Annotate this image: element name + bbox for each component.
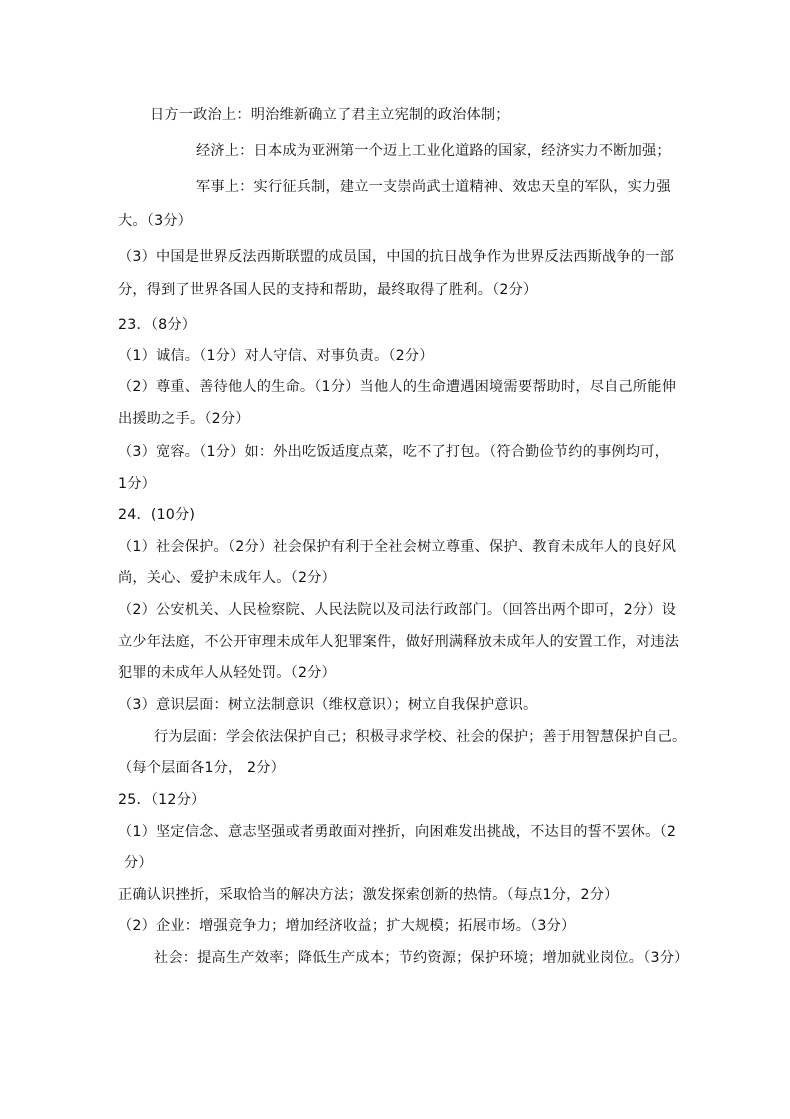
text-line: （3）宽容。（1分）如：外出吃饭适度点菜，吃不了打包。（符合勤俭节约的事例均可， <box>118 444 669 460</box>
text-line: 经济上：日本成为亚洲第一个迈上工业化道路的国家，经济实力不断加强； <box>196 143 671 159</box>
text-line: 出援助之手。（2分） <box>118 411 250 427</box>
text-line: （3）意识层面：树立法制意识（维权意识）；树立自我保护意识。 <box>118 697 538 713</box>
text-line: 大。（3分） <box>118 213 193 229</box>
question-number: 24．(10分) <box>118 507 196 523</box>
text-line: 立少年法庭，不公开审理未成年人犯罪案件，做好刑满释放未成年人的安置工作，对违法 <box>118 634 680 650</box>
text-line: 军事上：实行征兵制，建立一支崇尚武士道精神、效忠天皇的军队，实力强 <box>196 179 671 195</box>
question-number: 23．（8分） <box>118 317 197 333</box>
text-line: （2）企业：增强竞争力；增加经济收益；扩大规模；拓展市场。（3分） <box>118 918 576 934</box>
text-line: 犯罪的未成年人从轻处罚。（2分） <box>118 665 336 681</box>
text-line: （1）坚定信念、意志坚强或者勇敢面对挫折，向困难发出挑战，不达目的誓不罢休。（2 <box>118 824 677 840</box>
text-line: （每个层面各1分， 2分） <box>118 760 286 776</box>
question-number: 25．（12分） <box>118 792 206 808</box>
text-line: （3）中国是世界反法西斯联盟的成员国，中国的抗日战争作为世界反法西斯战争的一部 <box>118 249 674 265</box>
text-line: （2）公安机关、人民检察院、人民法院以及司法行政部门。（回答出两个即可，2分）设 <box>118 602 677 618</box>
text-line: 分，得到了世界各国人民的支持和帮助，最终取得了胜利。（2分） <box>118 282 538 298</box>
text-line: 正确认识挫折，采取恰当的解决方法；激发探索创新的热情。（每点1分，2分） <box>118 887 619 903</box>
text-line: 1分） <box>118 476 157 492</box>
text-line: 社会：提高生产效率；降低生产成本；节约资源；保护环境；增加就业岗位。（3分） <box>154 950 689 966</box>
text-line: 分） <box>124 855 153 871</box>
text-line: 行为层面：学会依法保护自己；积极寻求学校、社会的保护；善于用智慧保护自己。 <box>154 729 687 745</box>
text-line: 尚，关心、爱护未成年人。（2分） <box>118 570 336 586</box>
text-line: （1）社会保护。（2分）社会保护有利于全社会树立尊重、保护、教育未成年人的良好风 <box>118 539 677 555</box>
text-line: （1）诚信。（1分）对人守信、对事负责。（2分） <box>118 348 434 364</box>
text-line: （2）尊重、善待他人的生命。（1分）当他人的生命遭遇困境需要帮助时，尽自己所能伸 <box>118 379 677 395</box>
text-line: 日方一政治上：明治维新确立了君主立宪制的政治体制； <box>150 107 510 123</box>
